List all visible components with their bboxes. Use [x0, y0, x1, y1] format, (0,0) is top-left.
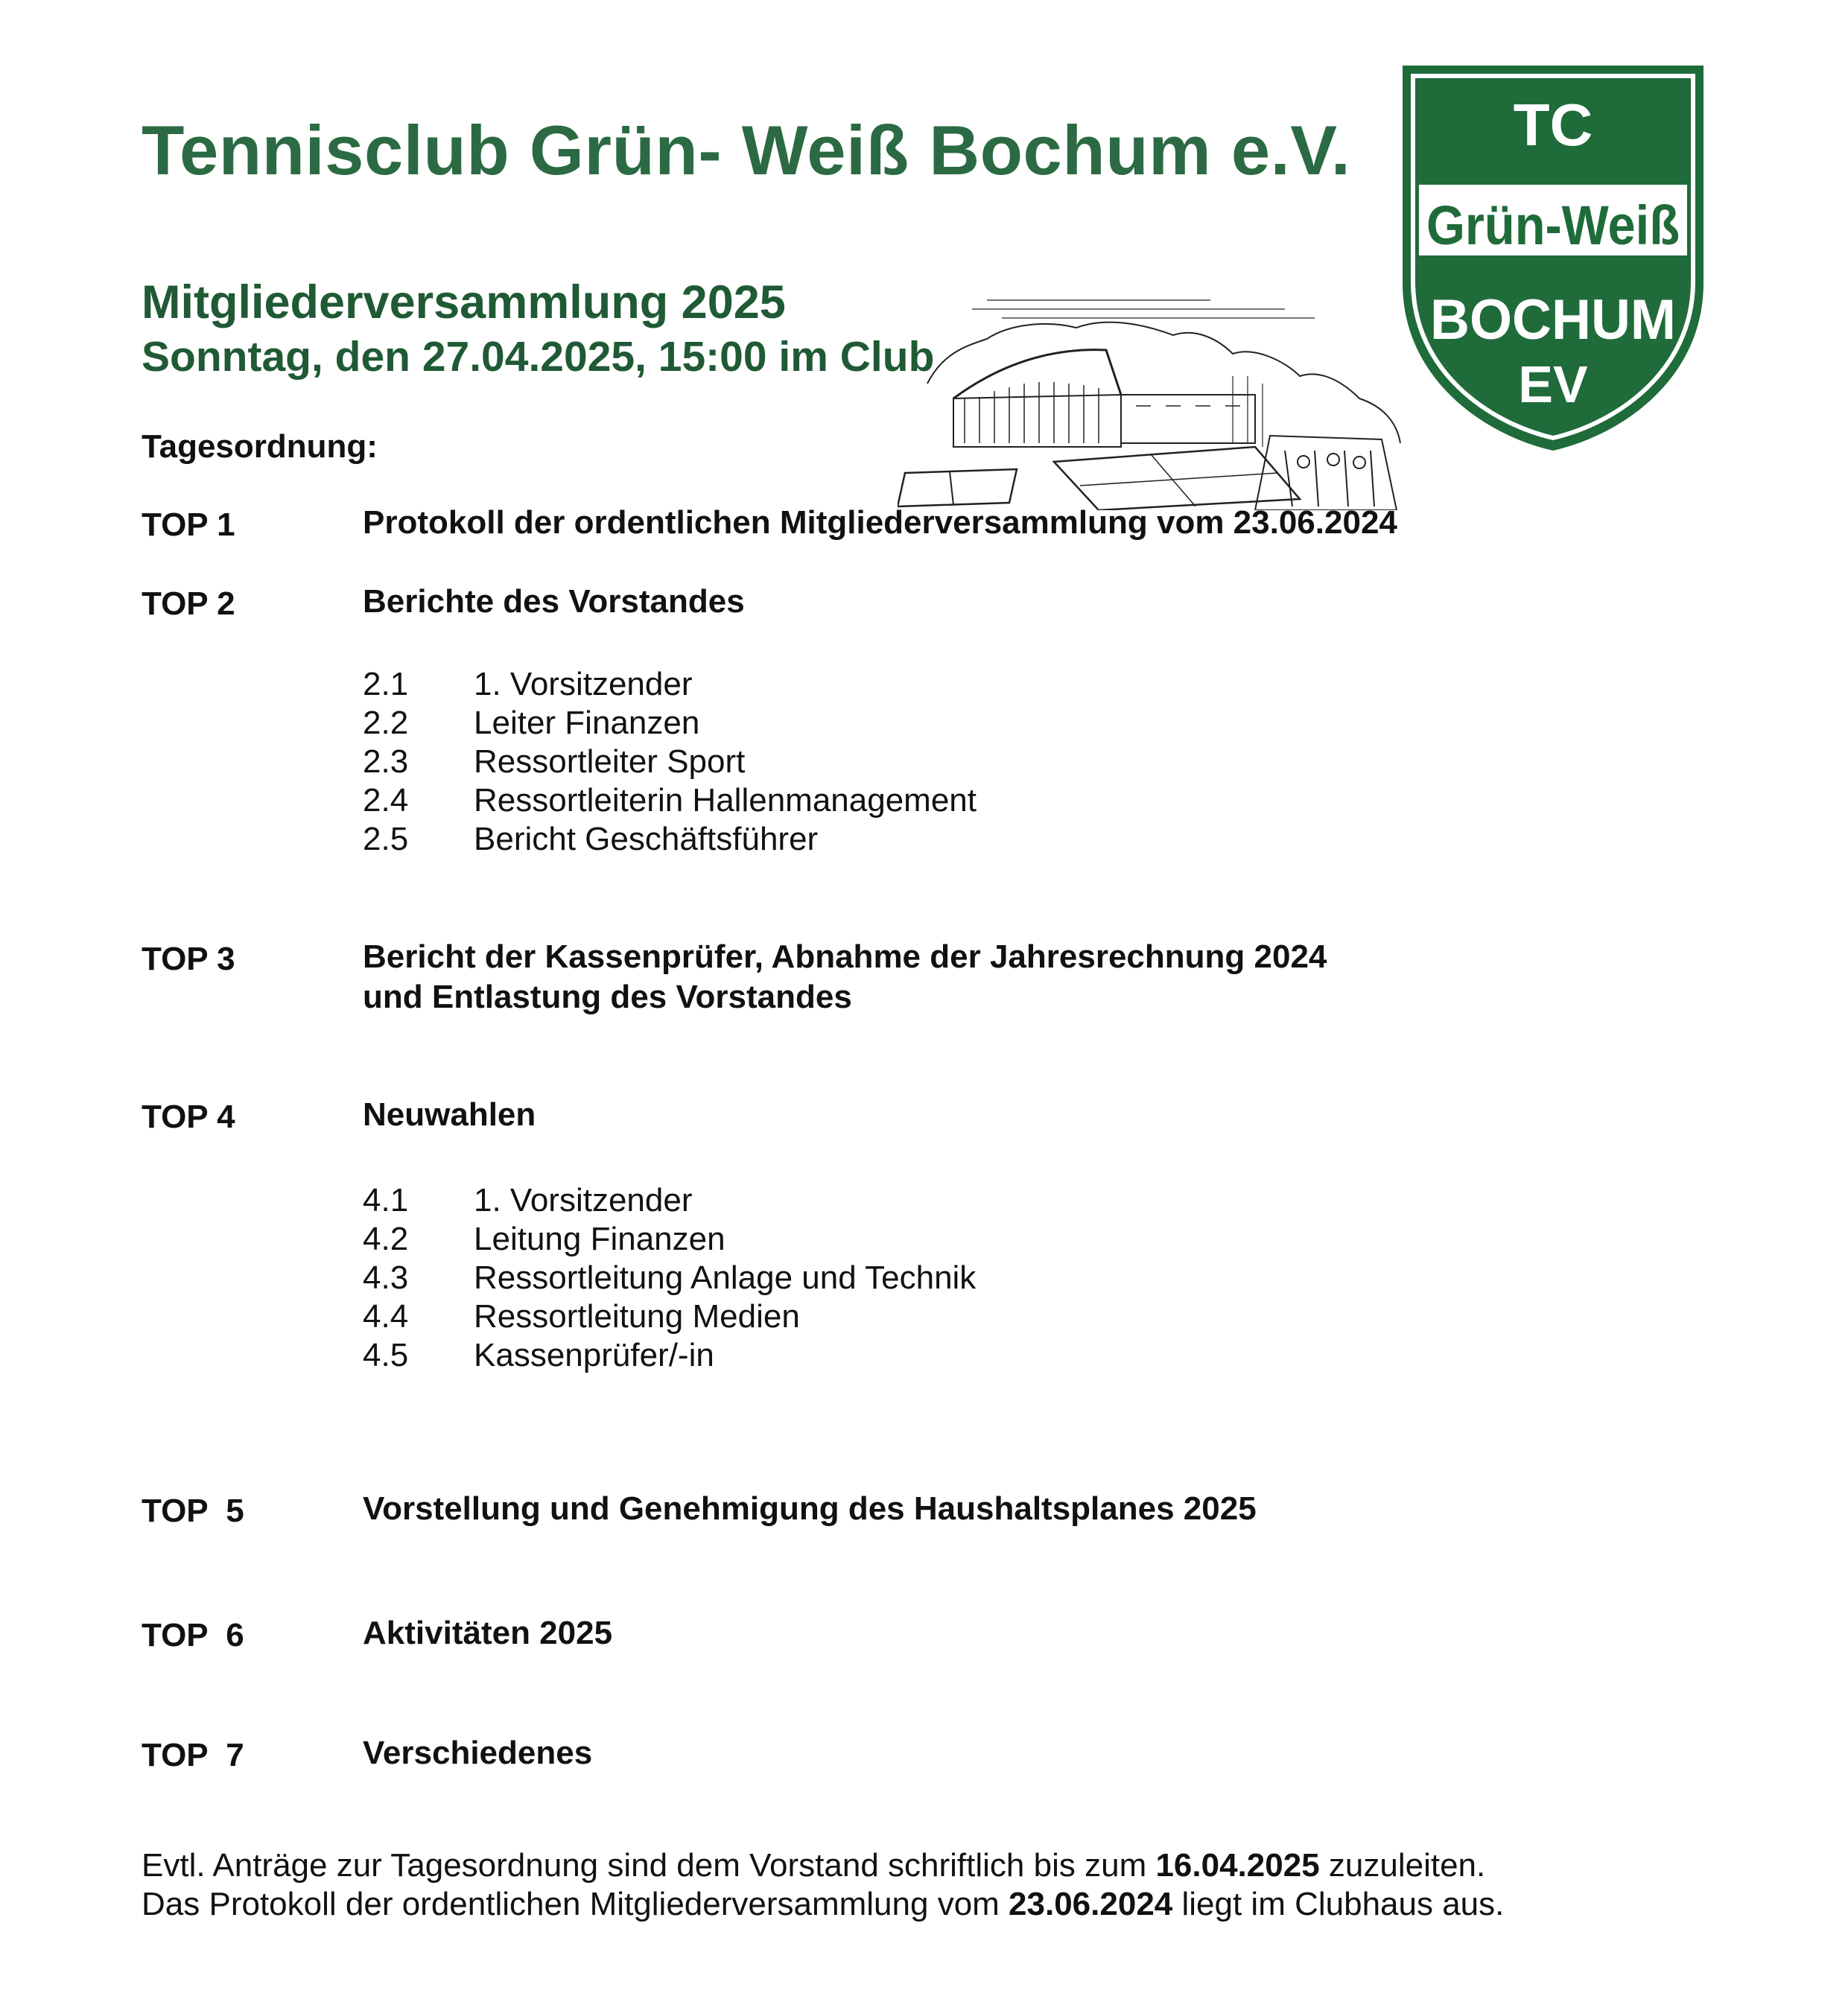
- top2-item-text: Bericht Geschäftsführer: [474, 821, 819, 857]
- top6-title: Aktivitäten 2025: [363, 1615, 613, 1651]
- top3-title-line2: und Entlastung des Vorstandes: [363, 979, 852, 1015]
- top2-item-text: 1. Vorsitzender: [474, 666, 693, 702]
- top4-item-number: 4.3: [363, 1259, 409, 1296]
- top3-number: TOP 3: [142, 941, 235, 977]
- top2-title: Berichte des Vorstandes: [363, 583, 745, 620]
- top4-item-text: Kassenprüfer/-in: [474, 1337, 714, 1373]
- logo-text-ev: EV: [1518, 355, 1588, 413]
- top4-item-number: 4.2: [363, 1221, 409, 1257]
- club-logo: [1397, 60, 1709, 458]
- top2-item-number: 2.4: [363, 782, 409, 819]
- top4-title: Neuwahlen: [363, 1096, 536, 1133]
- top5-title: Vorstellung und Genehmigung des Haushaltsplanes 2025: [363, 1490, 1257, 1527]
- footer-note-deadline-end: zuzuleiten.: [1319, 1847, 1486, 1884]
- top2-item-text: Ressortleiter Sport: [474, 743, 746, 780]
- top2-item-text: Leiter Finanzen: [474, 705, 700, 741]
- top2-item-text: Ressortleiterin Hallenmanagement: [474, 782, 977, 819]
- top2-item-number: 2.3: [363, 743, 409, 780]
- top2-item-number: 2.2: [363, 705, 409, 741]
- top4-item-number: 4.4: [363, 1298, 409, 1335]
- top5-number: TOP 5: [142, 1493, 244, 1529]
- top2-item-number: 2.1: [363, 666, 409, 702]
- footer-note-protocol-text: Das Protokoll der ordentlichen Mitgliederversammlung vom: [142, 1886, 1009, 1922]
- top2-number: TOP 2: [142, 585, 235, 622]
- agenda-label: Tagesordnung:: [142, 428, 378, 465]
- top3-title-line1: Bericht der Kassenprüfer, Abnahme der Jahresrechnung 2024: [363, 938, 1327, 975]
- footer-note-protocol: [142, 1886, 1504, 1923]
- footer-note-deadline-text: Evtl. Anträge zur Tagesordnung sind dem Vorstand schriftlich bis zum: [142, 1847, 1156, 1884]
- logo-text-gruen-weiss: Grün-Weiß: [1426, 194, 1680, 256]
- footer-note-deadline: [142, 1847, 1485, 1884]
- top4-item-number: 4.1: [363, 1182, 409, 1218]
- top2-item-number: 2.5: [363, 821, 409, 857]
- top4-number: TOP 4: [142, 1099, 235, 1135]
- top1-title: Protokoll der ordentlichen Mitgliederversammlung vom 23.06.2024: [363, 504, 1397, 541]
- footer-protocol-date: 23.06.2024: [1009, 1886, 1173, 1922]
- logo-text-tc: TC: [1513, 92, 1593, 158]
- top4-item-text: Ressortleitung Medien: [474, 1298, 800, 1335]
- top4-item-number: 4.5: [363, 1337, 409, 1373]
- clubhouse-sketch: [898, 294, 1404, 510]
- top7-title: Verschiedenes: [363, 1735, 593, 1771]
- footer-deadline-date: 16.04.2025: [1155, 1847, 1320, 1884]
- top7-number: TOP 7: [142, 1737, 244, 1773]
- club-name: Tennisclub Grün- Weiß Bochum e.V.: [142, 111, 1351, 189]
- meeting-title: Mitgliederversammlung 2025: [142, 276, 786, 328]
- footer-note-protocol-end: liegt im Clubhaus aus.: [1172, 1886, 1505, 1922]
- meeting-date: Sonntag, den 27.04.2025, 15:00 im Club: [142, 333, 935, 381]
- top4-item-text: Ressortleitung Anlage und Technik: [474, 1259, 977, 1296]
- top4-item-text: Leitung Finanzen: [474, 1221, 725, 1257]
- top4-item-text: 1. Vorsitzender: [474, 1182, 693, 1218]
- logo-text-bochum: BOCHUM: [1430, 288, 1676, 352]
- top1-number: TOP 1: [142, 506, 235, 543]
- top6-number: TOP 6: [142, 1617, 244, 1653]
